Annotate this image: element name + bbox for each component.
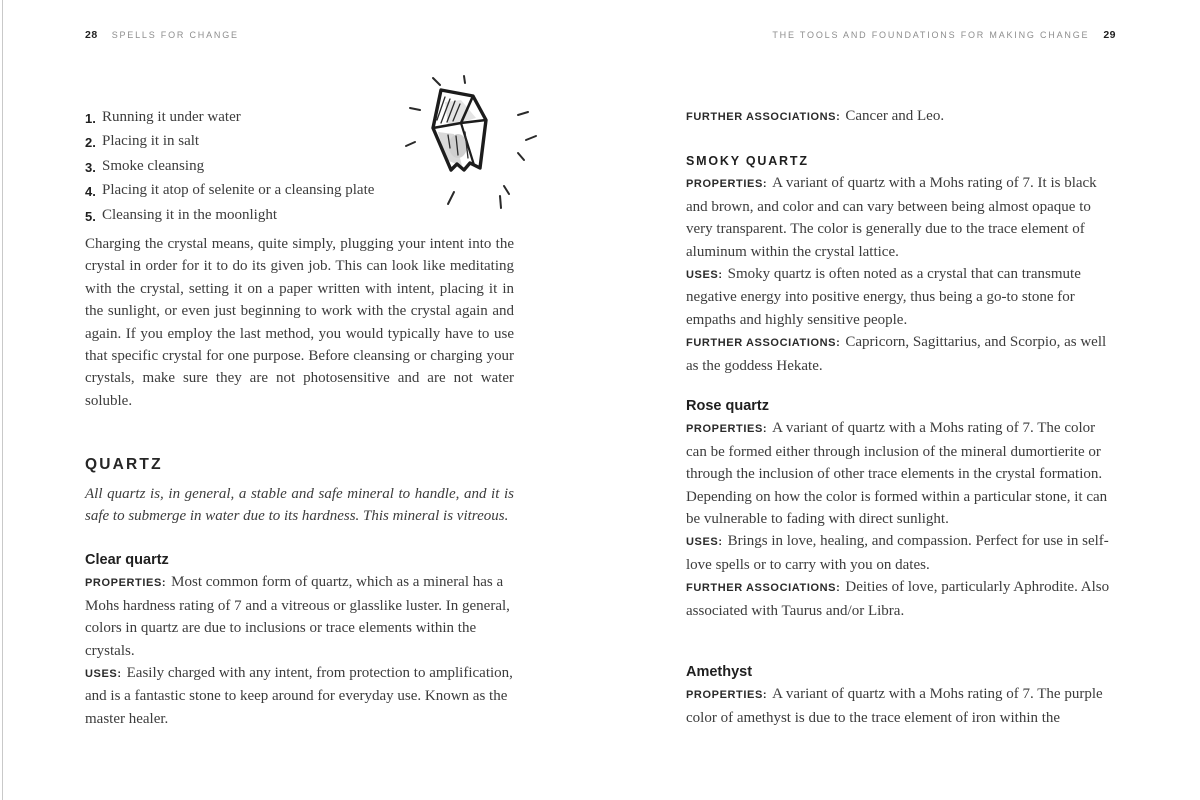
uses-label: USES: — [85, 668, 122, 681]
smoky-quartz-uses-text: Smoky quartz is often noted as a crystal that can transmute negative energy into positive energy, thus being a go-to stone for empaths and highly sensitive people. — [686, 266, 1081, 328]
rose-quartz-properties-paragraph — [686, 417, 1116, 530]
clear-quartz-properties-text: Most common form of quartz, which as a mineral has a Mohs hardness rating of 7 and a vitreous or glasslike luster. In general, colors in quartz are due to inclusions or trace elements within the crystals. — [85, 574, 510, 659]
rose-quartz-uses-text: Brings in love, healing, and compassion. Perfect for use in self-love spells or to carry with you on dates. — [686, 533, 1109, 573]
carryover-further-associations-text: Cancer and Leo. — [845, 108, 945, 124]
amethyst-properties-text: A variant of quartz with a Mohs rating of 7. The purple color of amethyst is due to the trace element of iron within the — [686, 686, 1103, 726]
further-associations-label: FURTHER ASSOCIATIONS: — [686, 582, 841, 595]
smoky-quartz-further-text: Capricorn, Sagittarius, and Scorpio, as well as the goddess Hekate. — [686, 334, 1107, 374]
rose-quartz-entry — [686, 395, 1116, 622]
list-number: 1. — [85, 111, 96, 126]
charging-paragraph: Charging the crystal means, quite simply, plugging your intent into the crystal in order for it to do its given job. This can look like meditating with the crystal, setting it on a paper written with intent, placing it in the sunlight, or even just beginning to work with the crystal again and again. If you employ the last method, you would typically have to use that specific crystal for one purpose. Before cleansing or charging your crystals, make sure they are not photosensitive and are not water soluble. — [85, 236, 514, 409]
list-text: Placing it atop of selenite or a cleansing plate — [102, 182, 375, 199]
uses-label: USES: — [686, 269, 723, 282]
quartz-section-heading: QUARTZ — [85, 456, 163, 473]
left-running-head-title: SPELLS FOR CHANGE — [111, 30, 239, 40]
rose-quartz-further-text: Deities of love, particularly Aphrodite. Also associated with Taurus and/or Libra. — [686, 579, 1110, 619]
list-text: Placing it in salt — [102, 133, 200, 150]
smoky-quartz-further-paragraph — [686, 331, 1116, 377]
further-associations-label: FURTHER ASSOCIATIONS: — [686, 111, 841, 123]
list-text: Smoke cleansing — [102, 157, 205, 174]
uses-label: USES: — [686, 536, 723, 549]
rose-quartz-uses-paragraph — [686, 530, 1116, 576]
clear-quartz-uses-paragraph — [85, 662, 514, 730]
rose-quartz-properties-text: A variant of quartz with a Mohs rating of 7. The color can be formed either through inclusion of the mineral dumortierite or through the inclusion of other trace elements in the crystal formation. Depending on how the color is formed within a particular stone, it can be vulnerable to fading with direct sunlight. — [686, 420, 1108, 528]
list-text: Running it under water — [102, 109, 241, 125]
smoky-quartz-heading: SMOKY QUARTZ — [686, 154, 809, 168]
further-associations-label: FURTHER ASSOCIATIONS: — [686, 337, 841, 350]
properties-label: PROPERTIES: — [686, 178, 768, 191]
right-page — [686, 0, 1116, 800]
carryover-further-associations — [686, 105, 1116, 128]
properties-label: PROPERTIES: — [85, 577, 167, 590]
properties-label: PROPERTIES: — [686, 689, 768, 702]
smoky-quartz-properties-text: A variant of quartz with a Mohs rating of 7. It is black and brown, and color and can vary between being almost opaque to very transparent. The color is generally due to the trace element of aluminum within the crystal lattice. — [686, 175, 1097, 260]
amethyst-heading: Amethyst — [686, 664, 753, 680]
list-number: 2. — [85, 135, 96, 151]
right-page-number: 29 — [1103, 29, 1116, 41]
left-running-header — [85, 29, 514, 41]
list-text: Cleansing it in the moonlight — [102, 206, 277, 223]
amethyst-entry — [686, 661, 1116, 729]
right-running-head-title: THE TOOLS AND FOUNDATIONS FOR MAKING CHANGE — [772, 30, 1090, 40]
amethyst-properties-paragraph — [686, 683, 1116, 729]
list-number: 3. — [85, 159, 96, 175]
rose-quartz-further-paragraph — [686, 576, 1116, 622]
clear-quartz-properties-paragraph — [85, 571, 514, 662]
quartz-section-intro: All quartz is, in general, a stable and safe mineral to handle, and it is safe to submerge in water due to its hardness. This mineral is vitreous. — [85, 486, 514, 525]
smoky-quartz-entry — [686, 150, 1116, 377]
clear-quartz-uses-text: Easily charged with any intent, from protection to amplification, and is a fantastic stone to keep around for everyday use. Known as the master healer. — [85, 665, 513, 727]
properties-label: PROPERTIES: — [686, 423, 768, 436]
page-edge-line — [2, 0, 3, 800]
left-page-number: 28 — [85, 29, 98, 41]
clear-quartz-heading: Clear quartz — [85, 552, 169, 568]
list-number: 5. — [85, 208, 96, 224]
right-running-header — [686, 29, 1116, 41]
list-number: 4. — [85, 184, 96, 200]
smoky-quartz-uses-paragraph — [686, 263, 1116, 331]
smoky-quartz-properties-paragraph — [686, 172, 1116, 263]
crystal-illustration — [400, 60, 562, 220]
clear-quartz-entry — [85, 549, 514, 730]
rose-quartz-heading: Rose quartz — [686, 398, 769, 414]
